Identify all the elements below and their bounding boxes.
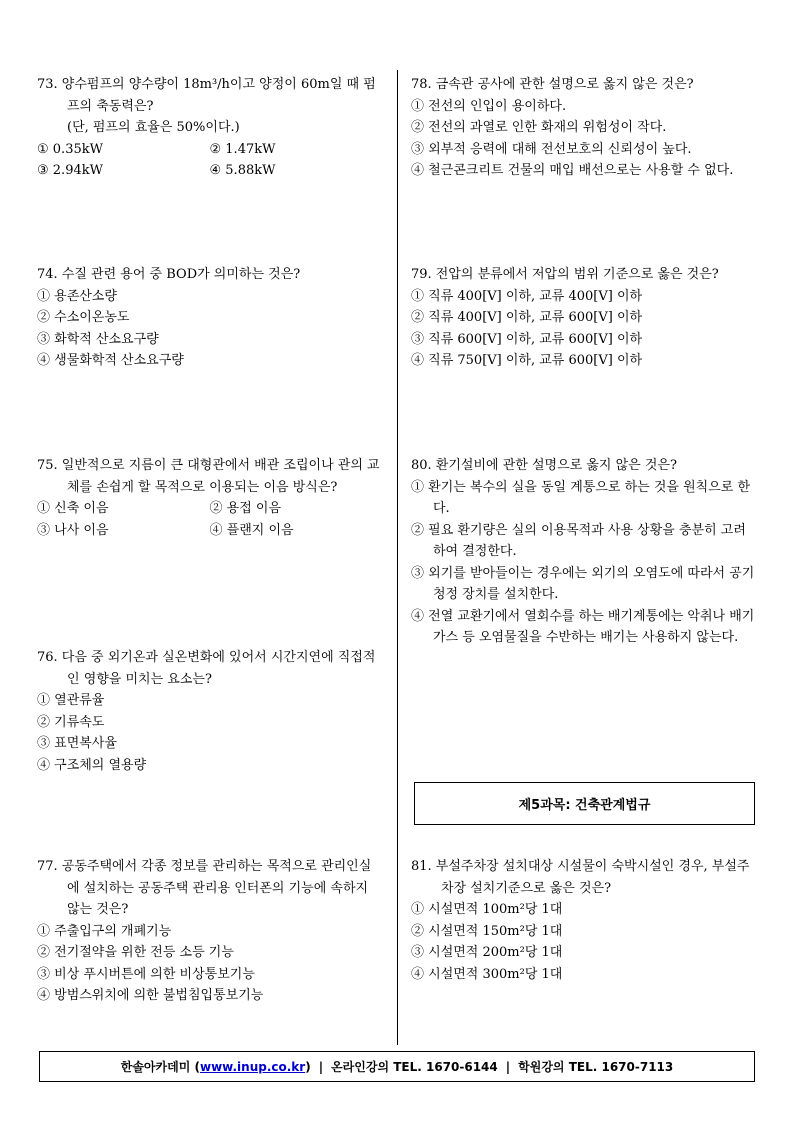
option-4[interactable]: ④ 5.88kW [209,163,276,178]
footer-bar [39,1051,755,1082]
option-4[interactable]: ④ 플랜지 이음 [209,522,294,538]
option-1[interactable]: ① 0.35kW [37,141,103,157]
question-stem: 73. 양수펌프의 양수량이 18m³/h이고 양정이 60m일 때 펌프의 축동력은? [37,77,376,114]
question-note: (단, 펌프의 효율은 50%이다.) [67,120,240,135]
footer-paren-open: ( [194,1059,200,1074]
option-4[interactable]: ④ 구조체의 열용량 [37,757,147,773]
option-2[interactable]: ② 용접 이음 [209,501,281,516]
option-1[interactable]: ① 직류 400[V] 이하, 교류 400[V] 이하 [411,288,643,304]
question-77 [37,856,382,1007]
option-1[interactable]: ① 시설면적 100m²당 1대 [411,902,563,917]
question-stem: 76. 다음 중 외기온과 실온변화에 있어서 시간지연에 직접적인 영향을 미치는 요소는? [37,650,376,687]
option-4[interactable]: ④ 전열 교환기에서 열회수를 하는 배기계통에는 악취나 배기가스 등 오염물질을 수반하는 배기는 사용하지 않는다. [411,608,755,645]
option-2[interactable]: ② 전기절약을 위한 전등 소등 기능 [37,945,234,960]
question-stem: 75. 일반적으로 지름이 큰 대형관에서 배관 조립이나 관의 교체를 손쉽게 할 목적으로 이용되는 이음 방식은? [37,458,380,495]
question-74 [37,264,382,372]
section-title-box [414,782,755,825]
question-73 [37,74,382,182]
option-3[interactable]: ③ 시설면적 200m²당 1대 [411,945,563,960]
footer-website-link[interactable]: www.inup.co.kr [199,1059,306,1074]
option-3[interactable]: ③ 외부적 응력에 대해 전선보호의 신뢰성이 높다. [411,141,692,157]
option-3[interactable]: ③ 외기를 받아들이는 경우에는 외기의 오염도에 따라서 공기청정 장치를 설치한다. [411,565,755,602]
option-4[interactable]: ④ 시설면적 300m²당 1대 [411,966,563,982]
option-list [37,498,382,541]
question-76 [37,647,382,776]
option-1[interactable]: ① 용존산소량 [37,288,117,304]
option-1[interactable]: ① 주출입구의 개폐기능 [37,923,172,939]
question-stem: 77. 공동주택에서 각종 정보를 관리하는 목적으로 관리인실에 설치하는 공동주택 관리용 인터폰의 기능에 속하지 않는 것은? [37,859,372,917]
option-2[interactable]: ② 직류 400[V] 이하, 교류 600[V] 이하 [411,310,643,325]
option-1[interactable]: ① 신축 이음 [37,501,109,516]
option-2[interactable]: ② 시설면적 150m²당 1대 [411,923,563,939]
question-79 [411,264,756,372]
option-3[interactable]: ③ 비상 푸시버튼에 의한 비상통보기능 [37,966,255,982]
option-1[interactable]: ① 전선의 인입이 용이하다. [411,98,567,114]
question-stem: 79. 전압의 분류에서 저압의 범위 기준으로 옳은 것은? [411,267,719,282]
question-81 [411,856,756,985]
option-4[interactable]: ④ 철근콘크리트 건물의 매입 배선으로는 사용할 수 없다. [411,163,734,178]
option-4[interactable]: ④ 직류 750[V] 이하, 교류 600[V] 이하 [411,353,643,368]
option-list [37,139,382,182]
question-stem: 74. 수질 관련 용어 중 BOD가 의미하는 것은? [37,267,301,282]
footer-academy: 한솔아카데미 [120,1060,191,1074]
option-2[interactable]: ② 전선의 과열로 인한 화재의 위험성이 작다. [411,120,667,135]
option-3[interactable]: ③ 직류 600[V] 이하, 교류 600[V] 이하 [411,331,643,347]
question-stem: 80. 환기설비에 관한 설명으로 옳지 않은 것은? [411,458,677,473]
option-4[interactable]: ④ 생물화학적 산소요구량 [37,353,184,368]
question-80 [411,455,756,649]
option-3[interactable]: ③ 표면복사율 [37,736,117,751]
footer-paren-close: ) [305,1059,311,1074]
option-2[interactable]: ② 필요 환기량은 실의 이용목적과 사용 상황을 충분히 고려하여 결정한다. [411,522,746,559]
question-stem: 78. 금속관 공사에 관한 설명으로 옳지 않은 것은? [411,77,694,92]
footer-separator: | [505,1059,511,1074]
footer-online-tel: 온라인강의 TEL. 1670-6144 [331,1060,498,1074]
footer-separator: | [318,1059,324,1074]
question-78 [411,74,756,182]
option-3[interactable]: ③ 2.94kW [37,163,103,178]
column-divider [397,70,398,1045]
option-3[interactable]: ③ 나사 이음 [37,522,109,538]
option-2[interactable]: ② 1.47kW [209,141,276,157]
option-2[interactable]: ② 수소이온농도 [37,310,130,325]
question-75 [37,455,382,541]
option-1[interactable]: ① 환기는 복수의 실을 동일 계통으로 하는 것을 원칙으로 한다. [411,479,751,516]
question-stem: 81. 부설주차장 설치대상 시설물이 숙박시설인 경우, 부설주차장 설치기준으로 옳은 것은? [411,859,750,896]
option-2[interactable]: ② 기류속도 [37,714,105,730]
option-1[interactable]: ① 열관류율 [37,693,105,708]
option-4[interactable]: ④ 방범스위치에 의한 불법침입통보기능 [37,988,264,1003]
option-3[interactable]: ③ 화학적 산소요구량 [37,331,159,347]
footer-offline-tel: 학원강의 TEL. 1670-7113 [518,1060,674,1074]
section-title: 제5과목: 건축관계법규 [518,798,651,813]
